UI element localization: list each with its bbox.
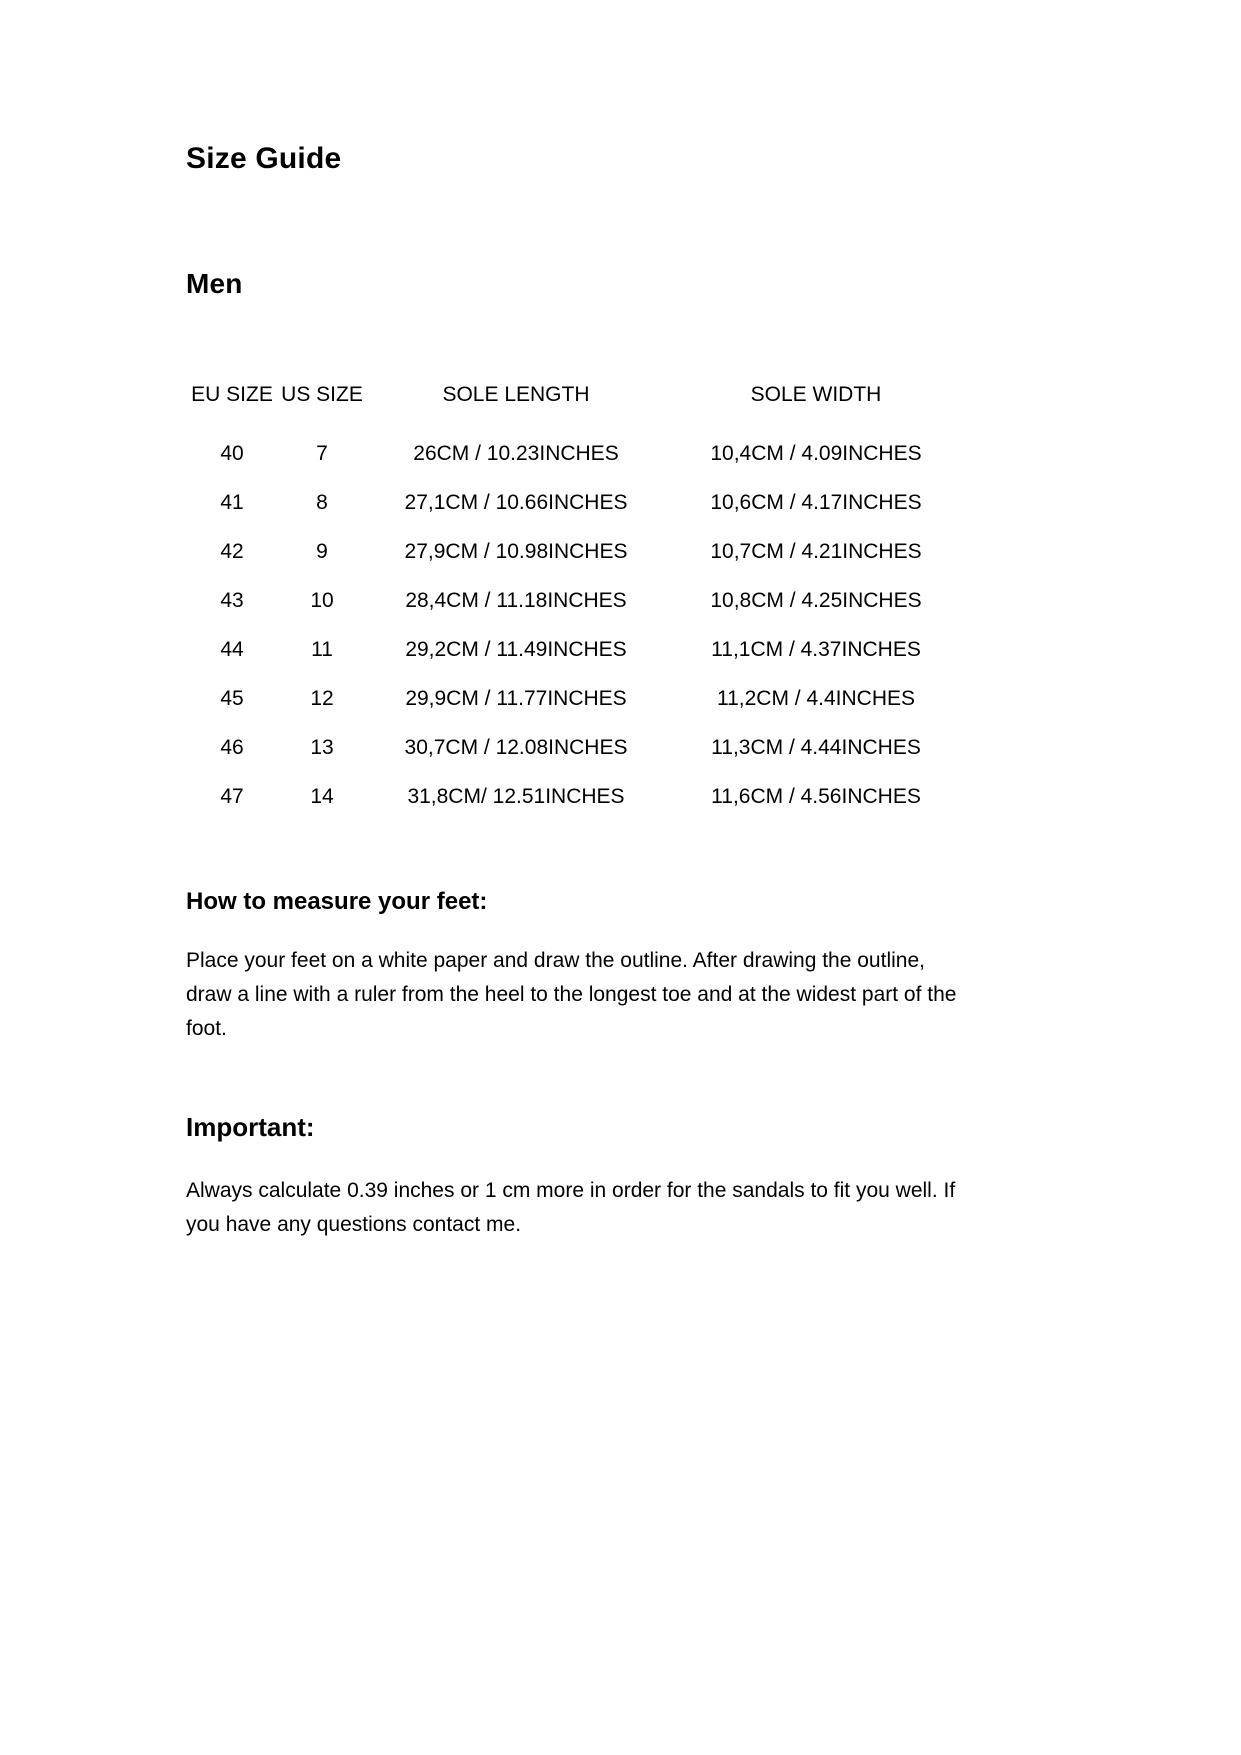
cell-sole-length: 29,9CM / 11.77INCHES	[405, 687, 627, 710]
cell-sole-length: 30,7CM / 12.08INCHES	[404, 736, 628, 759]
table-row	[186, 478, 966, 527]
size-chart-table	[186, 383, 966, 821]
cell-sole-length: 29,2CM / 11.49INCHES	[405, 638, 627, 661]
cell-sole-width: 11,3CM / 4.44INCHES	[711, 736, 921, 759]
table-row	[186, 723, 966, 772]
cell-sole-length: 27,1CM / 10.66INCHES	[404, 491, 628, 514]
cell-eu-size: 44	[220, 638, 244, 661]
important-heading: Important:	[186, 1112, 315, 1142]
cell-sole-length: 28,4CM / 11.18INCHES	[405, 589, 627, 612]
cell-us-size: 8	[316, 491, 328, 514]
cell-eu-size: 43	[220, 589, 244, 612]
cell-sole-width: 11,1CM / 4.37INCHES	[711, 638, 921, 661]
page-title: Size Guide	[186, 142, 342, 175]
table-row	[186, 429, 966, 478]
section-title-men: Men	[186, 268, 243, 299]
table-row	[186, 576, 966, 625]
table-row	[186, 772, 966, 821]
important-text: Always calculate 0.39 inches or 1 cm more in order for the sandals to fit you well. If you have any questions contact me.	[186, 1179, 956, 1236]
cell-sole-length: 27,9CM / 10.98INCHES	[404, 540, 628, 563]
cell-us-size: 11	[311, 638, 333, 661]
cell-us-size: 10	[310, 589, 334, 612]
cell-eu-size: 41	[220, 491, 244, 514]
cell-sole-length: 31,8CM/ 12.51INCHES	[407, 785, 625, 808]
cell-us-size: 9	[316, 540, 328, 563]
table-row	[186, 674, 966, 723]
cell-sole-width: 10,4CM / 4.09INCHES	[710, 442, 922, 465]
column-header-sole-length: SOLE LENGTH	[442, 383, 590, 406]
cell-eu-size: 45	[220, 687, 244, 710]
column-header-eu-size: EU SIZE	[191, 383, 273, 406]
column-header-sole-width: SOLE WIDTH	[750, 383, 882, 406]
cell-eu-size: 46	[220, 736, 244, 759]
cell-eu-size: 40	[220, 442, 244, 465]
column-header-us-size: US SIZE	[281, 383, 363, 406]
cell-sole-width: 10,8CM / 4.25INCHES	[710, 589, 922, 612]
cell-sole-width: 10,6CM / 4.17INCHES	[710, 491, 922, 514]
cell-sole-width: 11,2CM / 4.4INCHES	[716, 687, 915, 710]
cell-eu-size: 42	[220, 540, 244, 563]
cell-us-size: 13	[310, 736, 334, 759]
cell-sole-width: 11,6CM / 4.56INCHES	[711, 785, 921, 808]
how-to-measure-heading: How to measure your feet:	[186, 888, 488, 915]
table-header-row	[186, 383, 966, 429]
cell-sole-length: 26CM / 10.23INCHES	[413, 442, 619, 465]
cell-us-size: 7	[316, 442, 328, 465]
cell-eu-size: 47	[220, 785, 244, 808]
table-row	[186, 527, 966, 576]
cell-us-size: 14	[310, 785, 334, 808]
cell-us-size: 12	[310, 687, 334, 710]
how-to-measure-text: Place your feet on a white paper and draw the outline. After drawing the outline, draw a line with a ruler from the heel to the longest toe and at the widest part of the foot.	[186, 949, 957, 1040]
table-row	[186, 625, 966, 674]
cell-sole-width: 10,7CM / 4.21INCHES	[710, 540, 922, 563]
